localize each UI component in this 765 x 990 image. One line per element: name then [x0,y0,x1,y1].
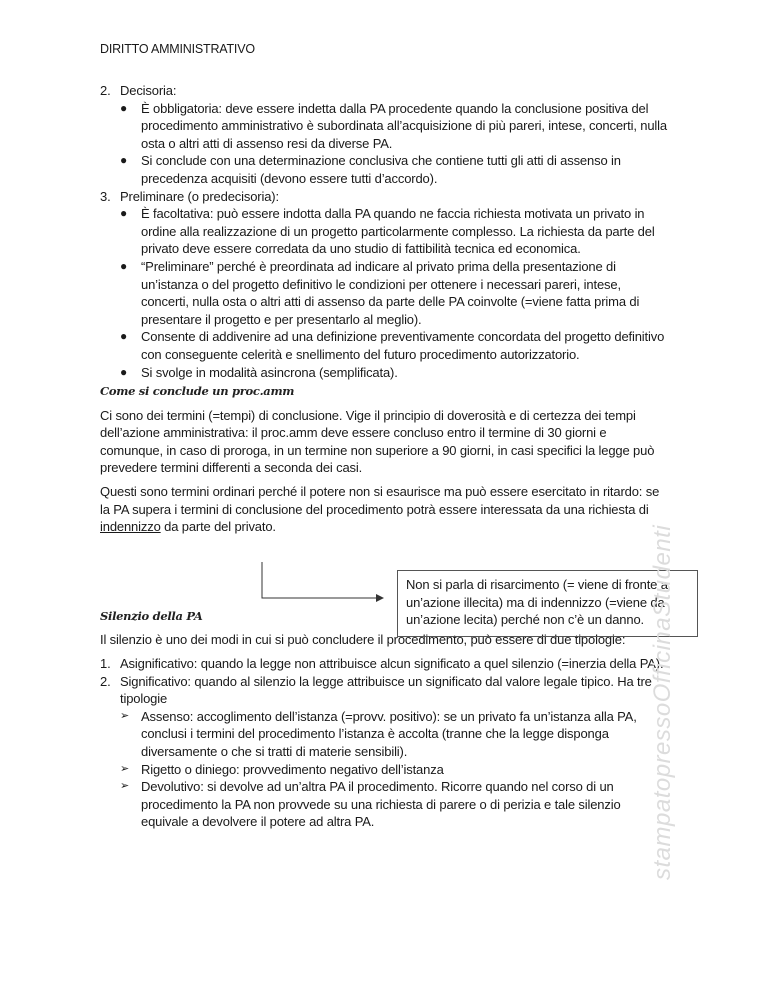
list-text: Asignificativo: quando la legge non attribuisce alcun significato a quel silenzio (=inerzia della PA). [120,656,664,672]
bullet-icon: ● [120,206,128,221]
paragraph-text: da parte del privato. [160,519,276,535]
bullet-icon: ● [120,258,128,273]
arrow-bullet-icon: ➢ [120,762,130,775]
bullet-icon: ● [120,153,128,168]
bullet-icon: ● [120,364,128,379]
arrow-item-text: Assenso: accoglimento dell’istanza (=provv. positivo): se un privato fa un’istanza alla PA, conclusi i termini del procedimento l’istanza è accolta (tranne che la legge disponga diversamente o che si tratti di materie sensibili). [141,708,637,759]
list-text: Significativo: quando al silenzio la legge attribuisce un significato dal valore legale tipico. Ha tre tipologie [120,673,652,707]
bullet-text: È facoltativa: può essere indotta dalla PA quando ne faccia richiesta motivata un privato in ordine alla realizzazione di un progetto particolarmente complesso. La richiesta da parte del privato deve essere corredata da uno studio di fattibilità tecnica ed economica. [141,206,655,257]
bullet-text: Si svolge in modalità asincrona (semplificata). [141,364,398,380]
list-number: 2. [100,673,111,689]
paragraph-text: Questi sono termini ordinari perché il potere non si esaurisce ma può essere esercitato in ritardo: se la PA supera i termini di conclusione del procedimento potrà essere interessata da una richiesta di [100,484,660,517]
underlined-term-indennizzo: indennizzo [100,519,161,535]
bullet-text: Si conclude con una determinazione conclusiva che contiene tutti gli atti di assenso in precedenza acquisiti (devono essere tutti d’accordo). [141,153,621,186]
bullet-icon: ● [120,100,128,115]
callout-box-indennizzo: Non si parla di risarcimento (= viene di fronte a un’azione illecita) ma di indennizzo (=viene da un’azione lecita) perché non c’è un danno. [397,570,698,637]
page-header: DIRITTO AMMINISTRATIVO [100,42,255,56]
list-number: 1. [100,656,111,672]
arrow-bullet-icon: ➢ [120,709,130,722]
bullet-text: È obbligatoria: deve essere indetta dalla PA procedente quando la conclusione positiva del procedimento amministrativo è subordinata all’acquisizione di più pareri, intese, concerti, nulla osta o altri atti di assenso resi da diverse PA. [141,100,667,151]
bullet-text: “Preliminare” perché è preordinata ad indicare al privato prima della presentazione di un’istanza o del progetto definitivo le condizioni per ottenere i necessari pareri, intese, concerti, nulla osta o altri atti di assenso da parte delle PA coinvolte (=viene fatta prima di presentare il progetto e per presentarlo al meglio). [141,258,640,327]
paragraph-silenzio-intro: Il silenzio è uno dei modi in cui si può concludere il procedimento, può essere di due tipologie: [100,632,626,648]
section-heading-silenzio: Silenzio della PA [100,608,203,623]
list-number: 2. [100,83,111,98]
list-number: 3. [100,188,111,204]
bullet-icon: ● [120,329,128,344]
arrow-item-text: Devolutivo: si devolve ad un’altra PA il procedimento. Ricorre quando nel corso di un procedimento la PA non provvede su una richiesta di parere o di perizia e tale silenzio equivale a devolvere il potere ad altra PA. [141,779,621,830]
arrow-bullet-icon: ➢ [120,780,130,793]
watermark: stampatopressoOfficinaStudenti [649,524,676,880]
paragraph-termini: Ci sono dei termini (=tempi) di conclusione. Vige il principio di doverosità e di certezza dei tempi dell’azione amministrativa: il proc.amm deve essere concluso entro il termine di 30 giorni e comunque, in caso di proroga, in un termine non superiore a 90 giorni, in casi specifici la legge può prevedere termini differenti a seconda dei casi. [100,407,655,476]
section-heading-conclusione: Come si conclude un proc.amm [100,384,295,399]
list-label: Preliminare (o predecisoria): [120,188,279,204]
arrow-item-text: Rigetto o diniego: provvedimento negativo dell’istanza [141,761,444,777]
bullet-text: Consente di addivenire ad una definizione preventivamente concordata del progetto definitivo con conseguente celerità e snellimento del futuro procedimento autorizzatorio. [141,329,665,362]
list-label: Decisoria: [120,83,177,98]
